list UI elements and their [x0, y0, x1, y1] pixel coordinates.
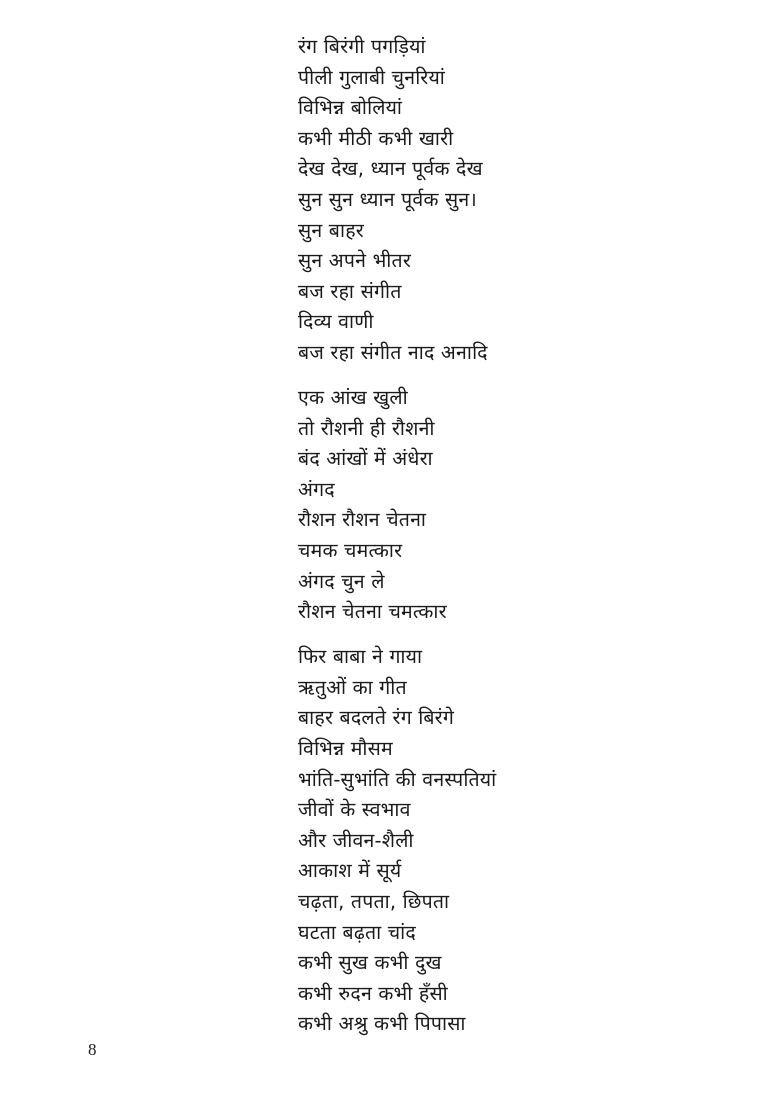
poem-line: फिर बाबा ने गाया	[298, 645, 423, 669]
poem-line: एक आंख खुली	[298, 386, 408, 410]
poem-line: अंगद चुन ले	[298, 569, 385, 593]
poem-line: अंगद	[298, 477, 335, 501]
poem-line: कभी मीठी कभी खारी	[298, 126, 454, 150]
poem-line: तो रौशनी ही रौशनी	[298, 416, 435, 440]
poem-line: जीवों के स्वभाव	[298, 798, 411, 822]
stanza-2	[298, 383, 718, 628]
stanza-3	[298, 642, 718, 1040]
poem-line: भांति-सुभांति की वनस्पतियां	[298, 767, 497, 791]
poem-line: रौशन चेतना चमत्कार	[298, 600, 447, 624]
poem-line: विभिन्न मौसम	[298, 737, 393, 761]
poem-line: सुन सुन ध्यान पूर्वक सुन।	[298, 187, 478, 211]
page-number: 8	[88, 1040, 97, 1059]
poem-line: और जीवन-शैली	[298, 828, 414, 852]
poem-line: रौशन रौशन चेतना	[298, 508, 427, 532]
poem-line: पीली गुलाबी चुनरियां	[298, 65, 446, 89]
poem-line: आकाश में सूर्य	[298, 859, 402, 883]
poem-line: विभिन्न बोलियां	[298, 96, 403, 120]
poem-line: चढ़ता, तपता, छिपता	[298, 890, 450, 914]
poem-line: ऋतुओं का गीत	[298, 675, 407, 699]
poem-line: रंग बिरंगी पगड़ियां	[298, 35, 426, 58]
poem-line: कभी अश्रु कभी पिपासा	[298, 1012, 466, 1036]
poem-line: सुन अपने भीतर	[298, 249, 412, 273]
poem-line: बज रहा संगीत	[298, 279, 402, 303]
poem-line: कभी सुख कभी दुख	[298, 951, 442, 975]
poem-line: बज रहा संगीत नाद अनादि	[298, 340, 488, 364]
poem-line: देख देख, ध्यान पूर्वक देख	[298, 157, 483, 181]
poem-line: बंद आंखों में अंधेरा	[298, 447, 433, 471]
poem-line: दिव्य वाणी	[298, 310, 374, 334]
poem-line: बाहर बदलते रंग बिरंगे	[298, 706, 455, 730]
poem-line: सुन बाहर	[298, 218, 364, 242]
poem-line: चमक चमत्कार	[298, 539, 403, 562]
stanza-1	[298, 32, 718, 369]
poem-line: कभी रुदन कभी हँसी	[298, 981, 448, 1005]
poem	[298, 32, 718, 1040]
poem-line: घटता बढ़ता चांद	[298, 920, 416, 944]
